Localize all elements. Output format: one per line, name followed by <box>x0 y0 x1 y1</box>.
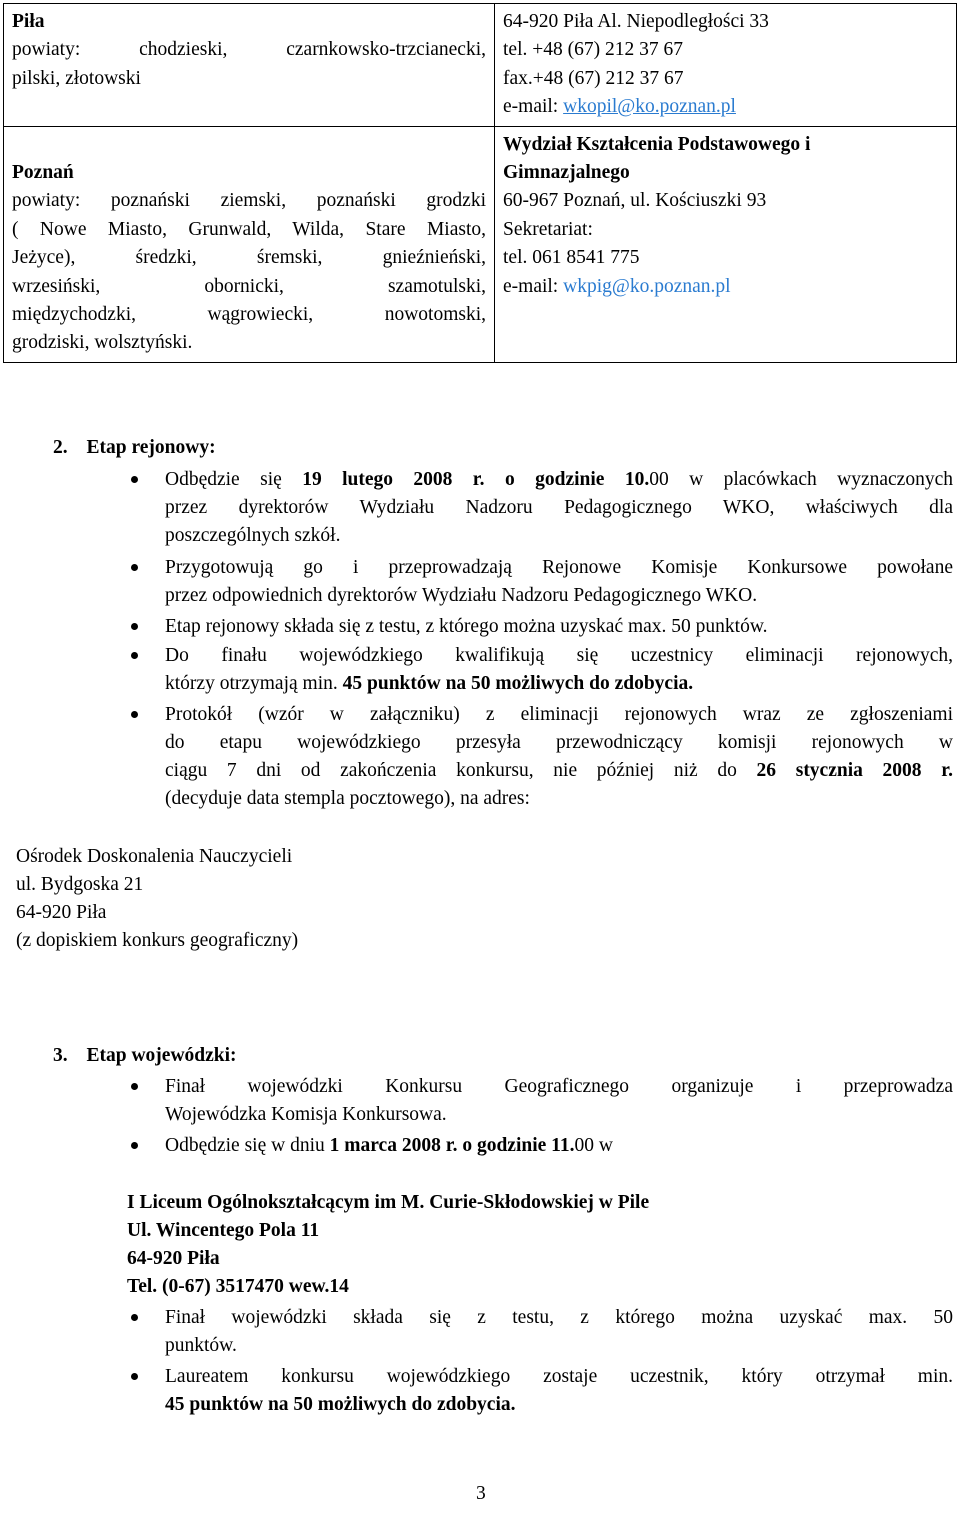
list-item-line: do etapu wojewódzkiego przesyła przewodniczący komisji rejonowych w <box>165 732 953 753</box>
contact-line: tel. 061 8541 775 <box>503 247 640 269</box>
email-line <box>503 273 948 301</box>
contact-line: Sekretariat: <box>503 218 593 240</box>
section-title: Etap wojewódzki: <box>86 1045 237 1066</box>
bullet-icon <box>131 623 138 630</box>
email-label: e-mail: <box>503 96 564 118</box>
text-run: 00 w <box>574 1135 613 1156</box>
list-item-line <box>165 1132 613 1160</box>
text-run: Bydgoska 21 <box>40 874 144 895</box>
section-2-heading <box>53 434 216 462</box>
section-number: 2. <box>53 437 68 458</box>
bullet-icon <box>131 1142 138 1149</box>
region-counties-line: wrzesiński, obornicki, szamotulski, <box>12 275 486 297</box>
region-poznan-counties-cell <box>4 126 495 362</box>
address-line <box>16 871 143 899</box>
school-line: 64-920 Piła <box>127 1248 220 1269</box>
text-run: Odbędzie się w dniu <box>165 1135 330 1156</box>
section-number: 3. <box>53 1045 68 1066</box>
list-item-line: Finał wojewódzki składa się z testu, z którego można uzyskać max. 50 <box>165 1307 953 1328</box>
bullet-icon <box>131 1083 138 1090</box>
list-item-line: Laureatem konkursu wojewódzkiego zostaje uczestnik, który otrzymał min. <box>165 1366 953 1387</box>
region-pila-contact-cell <box>495 4 957 127</box>
address-line: 64-920 Piła <box>16 902 107 923</box>
bullet-icon <box>131 1373 138 1380</box>
contact-line: fax.+48 (67) 212 37 67 <box>503 67 684 89</box>
list-item-line: 45 punktów na 50 możliwych do zdobycia. <box>165 1394 516 1415</box>
region-city: Piła <box>12 11 45 32</box>
region-counties-line: powiaty: chodzieski, czarnkowsko-trzcianecki, <box>12 39 486 61</box>
address-line: (z dopiskiem konkurs geograficzny) <box>16 930 299 951</box>
list-item-line: Etap rejonowy składa się z testu, z którego można uzyskać max. 50 punktów. <box>165 616 768 637</box>
contact-line: 64-920 Piła Al. Niepodległości 33 <box>503 11 769 32</box>
list-item-line: (decyduje data stempla pocztowego), na adres: <box>165 788 530 809</box>
region-counties-line: grodziski, wolsztyński. <box>12 332 193 354</box>
region-counties-line: ( Nowe Miasto, Grunwald, Wilda, Stare Miasto, <box>12 218 486 240</box>
school-line: I Liceum Ogólnokształcącym im M. Curie-Skłodowskiej w Pile <box>127 1192 650 1213</box>
email-label: e-mail: <box>503 275 564 297</box>
bullet-icon <box>131 476 138 483</box>
list-item-line: przez dyrektorów Wydziału Nadzoru Pedagogicznego WKO, właściwych dla <box>165 497 953 518</box>
list-item-line: poszczególnych szkół. <box>165 525 341 546</box>
region-row-pila <box>4 4 957 127</box>
bullet-icon <box>131 652 138 659</box>
address-line: Ośrodek Doskonalenia Nauczycieli <box>16 846 293 867</box>
email-link-poznan[interactable]: wkpig@ko.poznan.pl <box>563 275 731 297</box>
list-item-line: Wojewódzka Komisja Konkursowa. <box>165 1104 447 1125</box>
region-counties-line: międzychodzki, wągrowiecki, nowotomski, <box>12 304 486 326</box>
page-number: 3 <box>476 1483 486 1504</box>
region-counties-line: powiaty: poznański ziemski, poznański grodzki <box>12 190 486 212</box>
list-item-line: Protokół (wzór w załączniku) z eliminacji rejonowych wraz ze zgłoszeniami <box>165 704 953 725</box>
email-link-pila[interactable]: wkopil@ko.poznan.pl <box>563 96 736 118</box>
text-run: ul. <box>16 874 41 895</box>
bullet-icon <box>131 564 138 571</box>
department-name-line: Gimnazjalnego <box>503 162 630 184</box>
school-line: Tel. (0-67) 3517470 wew.14 <box>127 1276 349 1297</box>
list-item-line <box>165 670 693 698</box>
regions-table <box>3 3 957 363</box>
text-run: 00 w placówkach wyznaczonych <box>649 469 953 490</box>
list-item-line: Przygotowują go i przeprowadzają Rejonowe Komisje Konkursowe powołane <box>165 557 953 578</box>
email-line <box>503 93 948 121</box>
list-item-line <box>165 757 953 785</box>
list-item-line: punktów. <box>165 1335 237 1356</box>
region-counties-line: pilski, złotowski <box>12 67 141 89</box>
text-run: ciągu 7 dni od zakończenia konkursu, nie później niż do <box>165 760 757 781</box>
contact-line: 60-967 Poznań, ul. Kościuszki 93 <box>503 190 767 212</box>
list-item-line: przez odpowiednich dyrektorów Wydziału Nadzoru Pedagogicznego WKO. <box>165 585 758 606</box>
bold-run: 26 stycznia 2008 r. <box>756 760 953 781</box>
list-item-line: Do finału wojewódzkiego kwalifikują się uczestnicy eliminacji rejonowych, <box>165 645 953 666</box>
section-3-heading <box>53 1042 237 1070</box>
region-counties-line: Jeżyce), średzki, śremski, gnieźnieński, <box>12 247 486 269</box>
bullet-icon <box>131 1314 138 1321</box>
list-item-line <box>165 466 953 494</box>
bold-run: 45 punktów na 50 możliwych do zdobycia. <box>342 673 694 694</box>
department-name-line: Wydział Kształcenia Podstawowego i <box>503 133 811 155</box>
bold-run: 1 marca 2008 r. o godzinie 11. <box>329 1135 575 1156</box>
text-run: Odbędzie się <box>165 469 303 490</box>
region-row-poznan <box>4 126 957 362</box>
bullet-icon <box>131 711 138 718</box>
bold-run: 19 lutego 2008 r. o godzinie 10. <box>302 469 650 490</box>
region-pila-counties-cell <box>4 4 495 127</box>
region-poznan-contact-cell <box>495 126 957 362</box>
list-item-line: Finał wojewódzki Konkursu Geograficznego organizuje i przeprowadza <box>165 1076 953 1097</box>
section-title: Etap rejonowy: <box>86 437 216 458</box>
text-run: którzy otrzymają min. <box>165 673 343 694</box>
contact-line: tel. +48 (67) 212 37 67 <box>503 39 683 61</box>
region-city: Poznań <box>12 162 74 184</box>
school-line: Ul. Wincentego Pola 11 <box>127 1220 320 1241</box>
